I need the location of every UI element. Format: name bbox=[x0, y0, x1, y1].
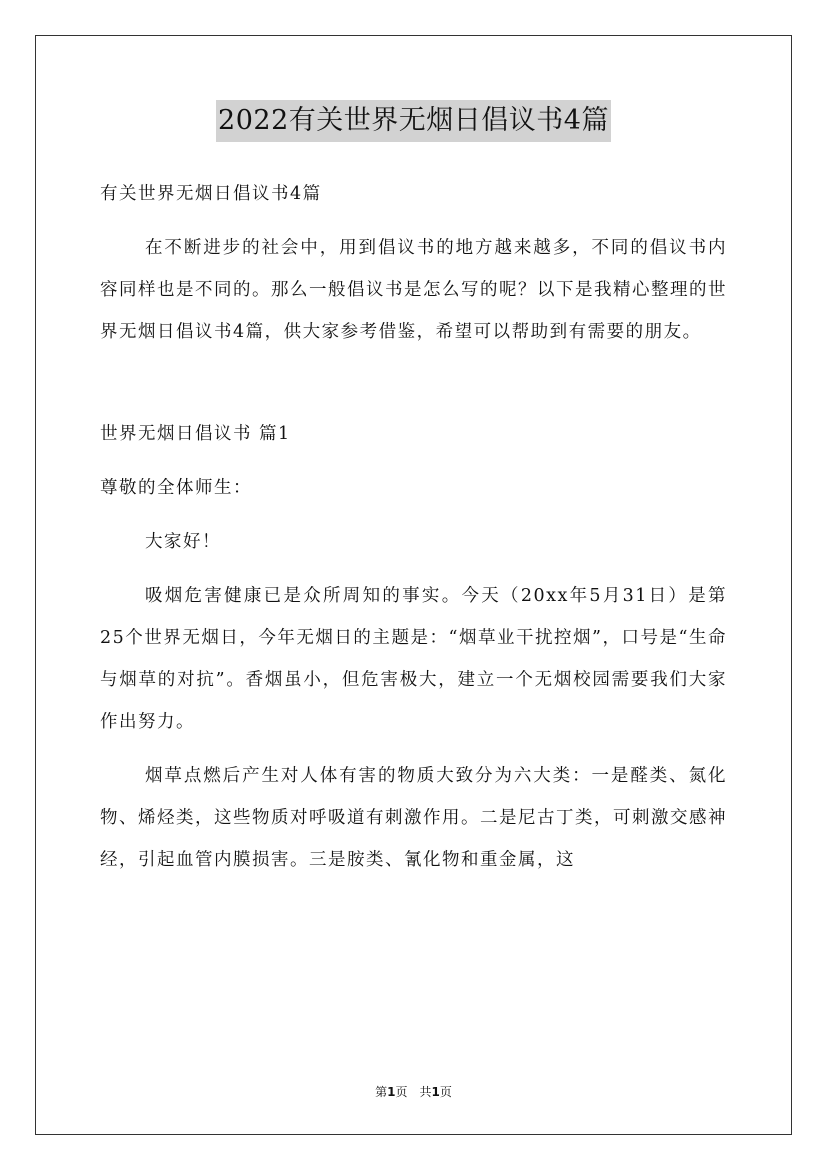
document-body bbox=[100, 173, 727, 893]
section-heading: 世界无烟日倡议书 篇1 bbox=[100, 424, 291, 444]
intro-paragraph: 在不断进步的社会中，用到倡议书的地方越来越多，不同的倡议书内容同样也是不同的。那么一般倡议书是怎么写的呢？以下是我精心整理的世界无烟日倡议书4篇，供大家参考借鉴，希望可以帮助到有需要的朋友。 bbox=[100, 238, 727, 342]
greeting: 大家好！ bbox=[145, 532, 221, 552]
document-subtitle: 有关世界无烟日倡议书4篇 bbox=[100, 184, 322, 204]
document-title-bar bbox=[0, 100, 827, 142]
salutation: 尊敬的全体师生： bbox=[100, 478, 252, 498]
body-paragraph-1: 吸烟危害健康已是众所周知的事实。今天（20xx年5月31日）是第25个世界无烟日，今年无烟日的主题是：“烟草业干扰控烟”，口号是“生命与烟草的对抗”。香烟虽小，但危害极大，建立一个无烟校园需要我们大家作出努力。 bbox=[100, 586, 727, 732]
page-footer bbox=[0, 1083, 827, 1101]
page-number: 1 bbox=[387, 1085, 396, 1099]
total-suffix: 页 bbox=[439, 1085, 452, 1099]
page-suffix: 页 bbox=[395, 1085, 408, 1099]
document-title: 2022有关世界无烟日倡议书4篇 bbox=[216, 100, 611, 142]
total-pages: 1 bbox=[431, 1085, 440, 1099]
body-paragraph-2: 烟草点燃后产生对人体有害的物质大致分为六大类：一是醛类、氮化物、烯烃类，这些物质对呼吸道有刺激作用。二是尼古丁类，可刺激交感神经，引起血管内膜损害。三是胺类、氰化物和重金属，这 bbox=[100, 766, 727, 870]
page-prefix: 第 bbox=[375, 1085, 388, 1099]
total-prefix: 共 bbox=[419, 1085, 432, 1099]
